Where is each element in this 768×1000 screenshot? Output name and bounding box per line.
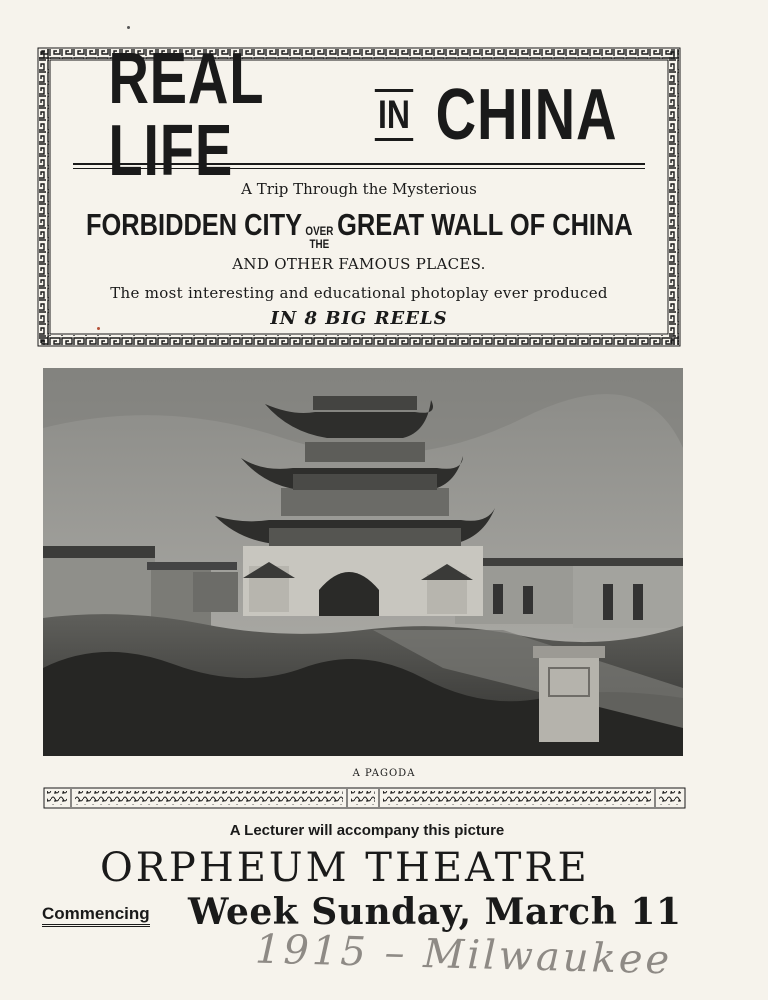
- the-word: THE: [309, 237, 329, 251]
- photo-caption: A PAGODA: [352, 768, 416, 779]
- tagline: The most interesting and educational photoplay ever produced: [110, 284, 608, 302]
- theatre-name: ORPHEUM THEATRE: [100, 845, 590, 891]
- showing-date: Week Sunday, March 11: [188, 891, 682, 933]
- other-places: AND OTHER FAMOUS PLACES.: [232, 255, 486, 273]
- reels-count: IN 8 BIG REELS: [270, 308, 448, 329]
- lecturer-notice: A Lecturer will accompany this picture: [229, 822, 505, 839]
- paper-speck: [127, 26, 130, 29]
- title-underline-thin: [73, 168, 645, 169]
- title-frame: [37, 39, 681, 347]
- ornamental-divider: [43, 787, 686, 809]
- pagoda-photograph: [43, 368, 683, 756]
- title-china: CHINA: [435, 75, 618, 155]
- commencing-label: Commencing: [42, 905, 150, 927]
- place-great-wall: GREAT WALL OF CHINA: [336, 207, 633, 242]
- handwritten-annotation: 1915 – Milwaukee: [254, 926, 673, 984]
- places-line: [37, 207, 681, 251]
- over-word: OVER: [305, 224, 333, 238]
- pagoda-illustration: [43, 368, 683, 756]
- title-underline: [73, 163, 645, 165]
- title-real-life: REAL LIFE: [108, 39, 264, 191]
- place-forbidden-city: FORBIDDEN CITY: [85, 207, 302, 242]
- subtitle: A Trip Through the Mysterious: [241, 180, 477, 198]
- title-in: IN: [375, 89, 413, 141]
- over-the-connector: [305, 225, 333, 251]
